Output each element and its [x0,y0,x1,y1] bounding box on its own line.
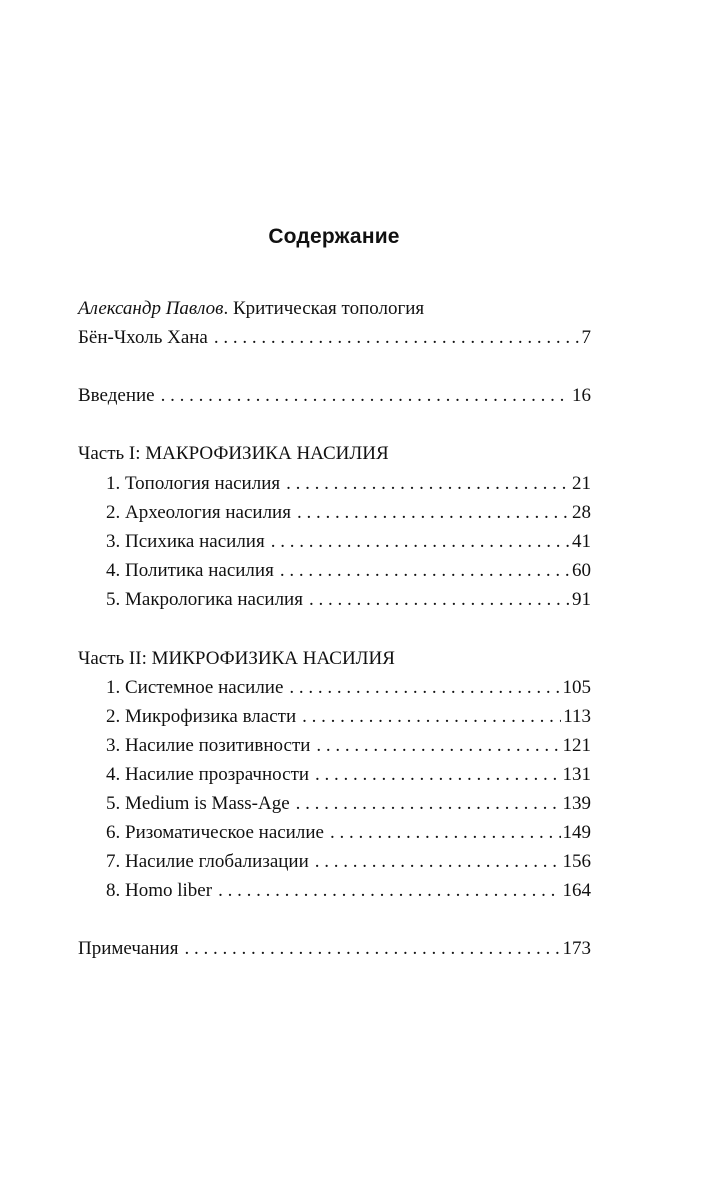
page-number: 105 [562,677,591,698]
dot-leader [271,530,570,554]
entry-title: 7. Насилие глобализации [106,851,309,872]
dot-leader [309,588,570,612]
page-number: 41 [572,531,591,552]
toc-entry-introduction[interactable] [78,384,591,408]
toc-entry-notes[interactable] [78,937,591,961]
entry-title: Примечания [78,938,179,959]
dot-leader [286,472,570,496]
dot-leader [316,734,560,758]
toc-entry-part1-5[interactable] [106,588,591,612]
toc-entry-part2-6[interactable] [106,821,591,845]
toc-entry-part2-2[interactable] [106,705,591,729]
entry-title: 3. Психика насилия [106,531,265,552]
toc-entry-part2-7[interactable] [106,850,591,874]
dot-leader [297,501,570,525]
toc-entry-part2-4[interactable] [106,763,591,787]
entry-title: Введение [78,385,155,406]
page-number: 91 [572,589,591,610]
entry-title: 1. Системное насилие [106,677,284,698]
part1-heading: Часть I: МАКРОФИЗИКА НАСИЛИЯ [78,443,389,464]
toc-entry-part2-8[interactable] [106,879,591,903]
page-number: 21 [572,473,591,494]
dot-leader [214,326,580,350]
dot-leader [289,676,560,700]
page-number: 131 [562,764,591,785]
toc-entry-part1-3[interactable] [106,530,591,554]
entry-title: 6. Ризоматическое насилие [106,822,324,843]
entry-title: 4. Насилие прозрачности [106,764,310,785]
toc-entry-part2-5[interactable] [106,792,591,816]
entry-title: 5. Макрологика насилия [106,589,303,610]
entry-title: 8. Homo liber [106,880,213,901]
page-number: 156 [562,851,591,872]
page-number: 60 [572,560,591,581]
dot-leader [161,384,570,408]
entry-title: 3. Насилие позитивности [106,735,311,756]
foreword-title-part1: . Критическая топология [223,298,425,319]
entry-title: 5. Medium is Mass-Age [106,793,290,814]
dot-leader [296,792,561,816]
page-number: 164 [562,880,591,901]
page-number: 7 [581,327,591,348]
dot-leader [280,559,570,583]
toc-entry-part1-1[interactable] [106,472,591,496]
page-number: 16 [572,385,591,406]
entry-title: 2. Микрофизика власти [106,706,297,727]
entry-title: 2. Археология насилия [106,502,291,523]
toc-entry-foreword-line2[interactable] [78,326,591,350]
toc-entry-foreword-line1[interactable] [78,297,591,321]
toc-entry-part2-1[interactable] [106,676,591,700]
page-number: 173 [562,938,591,959]
toc-entry-part1-2[interactable] [106,501,591,525]
dot-leader [330,821,561,845]
page-number: 149 [562,822,591,843]
entry-title: 4. Политика насилия [106,560,274,581]
page-number: 121 [562,735,591,756]
foreword-title-part2: Бён-Чхоль Хана [78,327,208,348]
part2-heading: Часть II: МИКРОФИЗИКА НАСИЛИЯ [78,648,395,669]
dot-leader [218,879,560,903]
dot-leader [302,705,561,729]
page-number: 113 [563,706,591,727]
dot-leader [184,937,560,961]
toc-entry-part1-4[interactable] [106,559,591,583]
foreword-author: Александр Павлов [78,298,224,319]
dot-leader [315,763,560,787]
toc-entry-part2-3[interactable] [106,734,591,758]
entry-title: 1. Топология насилия [106,473,281,494]
dot-leader [315,850,561,874]
page-number: 139 [562,793,591,814]
page-title: Содержание [268,225,400,248]
page-number: 28 [572,502,591,523]
